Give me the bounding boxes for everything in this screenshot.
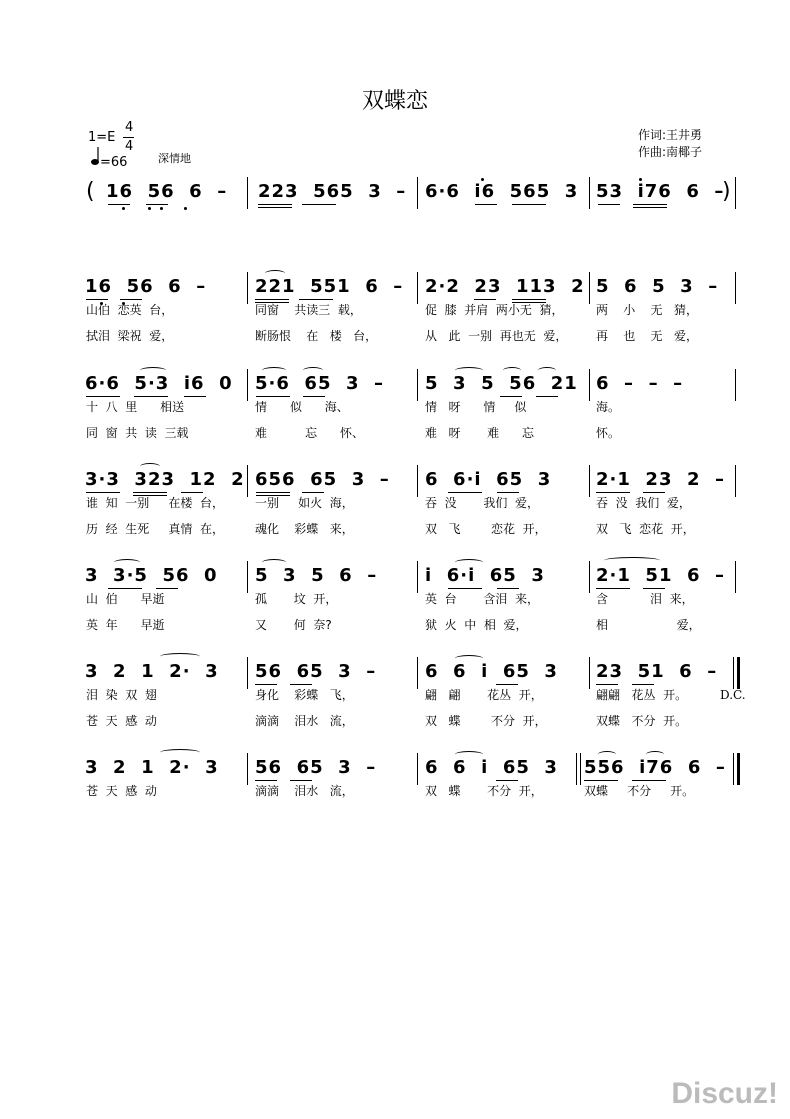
score-row-4: [0, 469, 790, 536]
key-signature: 1=E: [88, 130, 116, 145]
final-barline: [737, 753, 740, 785]
barline: [735, 369, 736, 401]
measure: 16 56 6 –: [85, 276, 207, 297]
lyric-line: 双蝶 不分 开。: [596, 714, 688, 728]
lyric-line: 吞 没 我们 爱，: [425, 496, 539, 510]
barline: [417, 657, 418, 689]
lyric-line: 苍 天 感 动: [86, 784, 157, 798]
lyric-line: 断肠恨 在 楼 台，: [255, 329, 378, 343]
lyric-line: 再 也 无 爱，: [596, 329, 698, 343]
barline: [417, 177, 418, 209]
measure: 223 565 3 –: [258, 181, 407, 202]
lyric-line: 滴滴 泪水 流，: [255, 784, 354, 798]
time-signature-bottom: 4: [125, 139, 134, 154]
lyric-line: 双 飞 恋花 开，: [425, 522, 547, 536]
lyric-line: 又 何 奈?: [255, 618, 332, 632]
barline: [247, 177, 248, 209]
lyric-line: 一别 如火 海，: [255, 496, 354, 510]
barline: [247, 465, 248, 497]
barline: [247, 272, 248, 304]
lyric-line: 翩 翩 花丛 开，: [425, 688, 543, 702]
lyric-line: 苍 天 感 动: [86, 714, 157, 728]
final-barline: [737, 657, 740, 689]
time-signature-line: [123, 137, 134, 138]
barline: [576, 753, 577, 785]
barline: [735, 272, 736, 304]
barline: [247, 753, 248, 785]
lyricist: 作词:王井勇: [638, 128, 703, 142]
lyric-line: 双 蝶 不分 开，: [425, 784, 543, 798]
lyric-line: 怀。: [596, 426, 621, 440]
score-row-3: [0, 373, 790, 440]
barline: [733, 753, 734, 785]
barline: [735, 465, 736, 497]
measure: 53 i76 6 –: [596, 181, 725, 202]
measure: 56 65 3 –: [255, 757, 377, 778]
measure: 556 i76 6 –: [584, 757, 726, 778]
measure: 5 6 5 3 –: [596, 276, 719, 297]
lyric-line: 难 呀 难 忘: [425, 426, 535, 440]
barline: [417, 272, 418, 304]
lyric-line: 狱 火 中 相 爱，: [425, 618, 528, 632]
lyric-line: 拭泪 梁祝 爱，: [86, 329, 174, 343]
barline: [735, 177, 736, 209]
measure: 6 6 i 65 3: [425, 661, 558, 682]
quarter-note-icon: [90, 146, 100, 170]
lyric-line: 同 窗 共 读 三载: [86, 426, 189, 440]
da-capo-mark: D.C.: [720, 688, 746, 702]
measure: i 6·i 65 3: [425, 565, 545, 586]
lyric-line: 海。: [596, 400, 621, 414]
lyric-line: 历 经 生死 真情 在，: [86, 522, 224, 536]
lyric-line: 山 伯 早逝: [86, 592, 165, 606]
score-row-1: [0, 181, 790, 241]
time-signature-top: 4: [125, 120, 134, 135]
measure: 5 3 5 56 21: [425, 373, 578, 394]
lyric-line: 相 爱，: [596, 618, 701, 632]
score-row-6: [0, 661, 790, 728]
composer: 作曲:南椰子: [638, 145, 703, 159]
barline: [735, 561, 736, 593]
lyric-line: 十 八 里 相送: [86, 400, 185, 414]
score-row-2: [0, 276, 790, 343]
barline: [247, 561, 248, 593]
measure: 656 65 3 –: [255, 469, 390, 490]
lyric-line: 双 蝶 不分 开，: [425, 714, 547, 728]
score-row-5: [0, 565, 790, 632]
lyric-line: 含 泪 来，: [596, 592, 694, 606]
lyric-line: 难 忘 怀、: [255, 426, 365, 440]
measure: 6 – – –: [596, 373, 684, 394]
lyric-line: 山伯 恋英 台，: [86, 303, 174, 317]
measure: 2·1 51 6 –: [596, 565, 726, 586]
barline: [589, 657, 590, 689]
measure: 6 6·i 65 3: [425, 469, 552, 490]
barline: [247, 369, 248, 401]
lyric-line: 英 台 含泪 来，: [425, 592, 539, 606]
measure: 221 551 6 –: [255, 276, 404, 297]
lyric-line: 情 呀 情 似: [425, 400, 527, 414]
measure: 6 6 i 65 3: [425, 757, 558, 778]
measure: 2·1 23 2 –: [596, 469, 726, 490]
measure: 3·3 323 12 2: [85, 469, 245, 490]
barline: [417, 753, 418, 785]
measure: 56 65 3 –: [255, 661, 377, 682]
lyric-line: 情 似 海、: [255, 400, 349, 414]
lyric-line: 两 小 无 猜，: [596, 303, 698, 317]
barline: [589, 177, 590, 209]
tempo: =66: [100, 155, 128, 170]
measure: 23 51 6 –: [596, 661, 718, 682]
lyric-line: 身化 彩蝶 飞，: [255, 688, 354, 702]
song-title: 双蝶恋: [361, 89, 428, 114]
lyric-line: 魂化 彩蝶 来，: [255, 522, 354, 536]
barline: [589, 561, 590, 593]
barline: [589, 465, 590, 497]
barline: [417, 561, 418, 593]
lyric-line: 英 年 早逝: [86, 618, 165, 632]
lyric-line: 吞 没 我们 爱，: [596, 496, 691, 510]
measure: 6·6 i6 565 3: [425, 181, 579, 202]
lyric-line: 同窗 共读三 载，: [255, 303, 362, 317]
open-paren: (: [86, 179, 95, 204]
barline: [417, 369, 418, 401]
measure: 3 2 1 2· 3: [85, 757, 219, 778]
lyric-line: 翩翩 花丛 开。: [596, 688, 688, 702]
measure: 3 2 1 2· 3: [85, 661, 219, 682]
lyric-line: 谁 知 一别 在楼 台，: [86, 496, 224, 510]
measure: 3 3·5 56 0: [85, 565, 218, 586]
barline: [580, 753, 581, 785]
watermark-logo: Discuz!: [671, 1077, 778, 1110]
lyric-line: 双 飞 恋花 开，: [596, 522, 695, 536]
lyric-line: 从 此 一别 再也无 爱，: [425, 329, 568, 343]
lyric-line: 促 膝 并肩 两小无 猜，: [425, 303, 564, 317]
barline: [733, 657, 734, 689]
barline: [589, 369, 590, 401]
barline: [589, 272, 590, 304]
lyric-line: 泪 染 双 翅: [86, 688, 157, 702]
measure: 5 3 5 6 –: [255, 565, 378, 586]
expression-mark: 深情地: [158, 152, 191, 165]
barline: [247, 657, 248, 689]
measure: 5·6 65 3 –: [255, 373, 385, 394]
lyric-line: 孤 坟 开，: [255, 592, 338, 606]
close-paren: ): [722, 179, 731, 204]
lyric-line: 滴滴 泪水 流，: [255, 714, 354, 728]
score-row-7: [0, 757, 790, 817]
measure: 6·6 5·3 i6 0: [85, 373, 233, 394]
measure: 2·2 23 113 2: [425, 276, 585, 297]
barline: [417, 465, 418, 497]
lyric-line: 双蝶 不分 开。: [584, 784, 695, 798]
measure: 16 56 6 –: [106, 181, 228, 202]
